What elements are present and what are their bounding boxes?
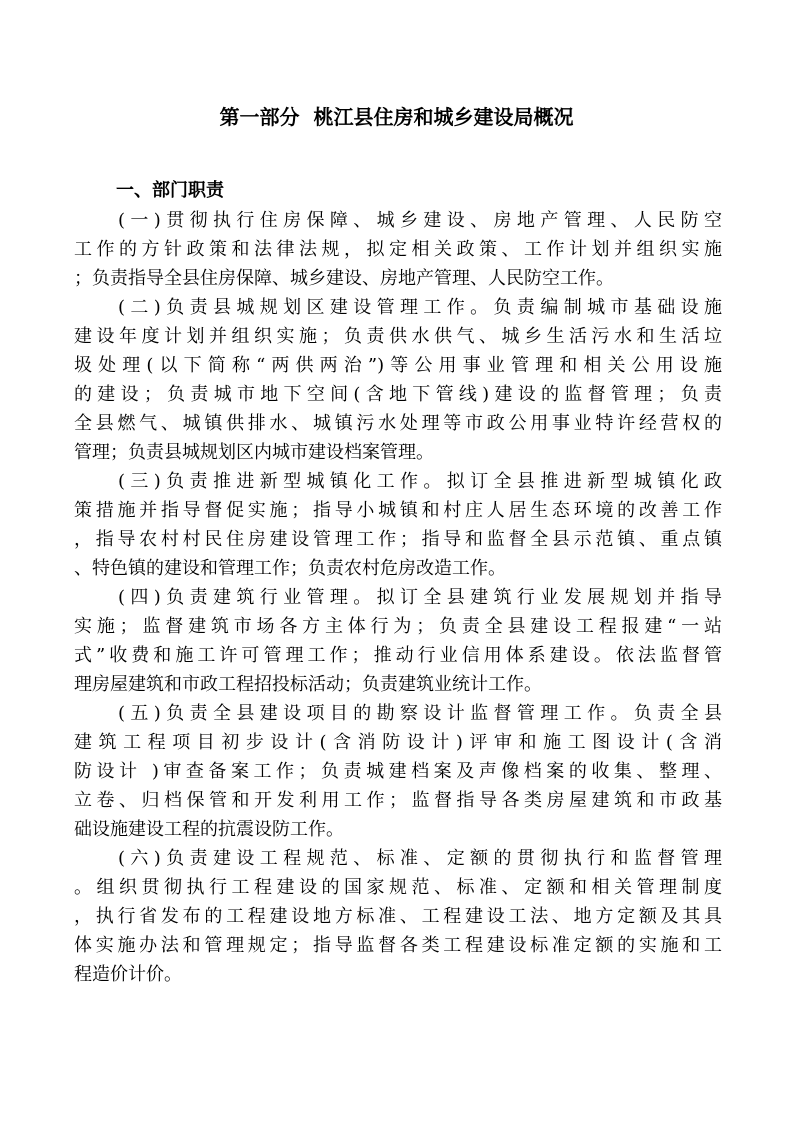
paragraph-line: 建设年度计划并组织实施；负责供水供气、城乡生活污水和生活垃 [74, 326, 722, 347]
paragraph-line: (二)负责县城规划区建设管理工作。负责编制城市基础设施 [118, 297, 722, 318]
paragraph-line: (六)负责建设工程规范、标准、定额的贯彻执行和监督管理 [118, 848, 722, 869]
paragraph-line: (五)负责全县建设项目的勘察设计监督管理工作。负责全县 [118, 703, 722, 724]
paragraph-line: 。组织贯彻执行工程建设的国家规范、标准、定额和相关管理制度 [74, 877, 722, 898]
paragraph-line: 全县燃气、城镇供排水、城镇污水处理等市政公用事业特许经营权的 [74, 413, 722, 434]
paragraph-line: ，执行省发布的工程建设地方标准、工程建设工法、地方定额及其具 [74, 906, 722, 927]
paragraph-line: (四)负责建筑行业管理。拟订全县建筑行业发展规划并指导 [118, 587, 722, 608]
section-heading: 一、部门职责 [116, 180, 224, 201]
paragraph-line: 的建设；负责城市地下空间(含地下管线)建设的监督管理；负责 [74, 384, 722, 405]
paragraph-line: ；负责指导全县住房保障、城乡建设、房地产管理、人民防空工作。 [74, 268, 614, 289]
paragraph-line: 管理；负责县城规划区内城市建设档案管理。 [74, 442, 434, 463]
paragraph-line: 工作的方针政策和法律法规，拟定相关政策、工作计划并组织实施 [74, 239, 722, 260]
body-text [74, 206, 722, 989]
paragraph-line: ，指导农村村民住房建设管理工作；指导和监督全县示范镇、重点镇 [74, 529, 722, 550]
paragraph-line: 立卷、归档保管和开发利用工作；监督指导各类房屋建筑和市政基 [74, 790, 722, 811]
paragraph-line: 实施；监督建筑市场各方主体行为；负责全县建设工程报建“一站 [74, 616, 722, 637]
paragraph-line: (一)贯彻执行住房保障、城乡建设、房地产管理、人民防空 [118, 210, 722, 231]
paragraph-line: 式”收费和施工许可管理工作；推动行业信用体系建设。依法监督管 [74, 645, 722, 666]
page-title: 第一部分 桃江县住房和城乡建设局概况 [219, 105, 574, 129]
paragraph-line: 建筑工程项目初步设计(含消防设计)评审和施工图设计(含消 [74, 732, 722, 753]
paragraph-line: 理房屋建筑和市政工程招投标活动；负责建筑业统计工作。 [74, 674, 542, 695]
paragraph-line: 程造价计价。 [74, 964, 182, 985]
paragraph-line: 础设施建设工程的抗震设防工作。 [74, 819, 344, 840]
paragraph-line: 体实施办法和管理规定；指导监督各类工程建设标准定额的实施和工 [74, 935, 722, 956]
paragraph-line: 防设计 )审查备案工作；负责城建档案及声像档案的收集、整理、 [74, 761, 722, 782]
paragraph-line: 、特色镇的建设和管理工作；负责农村危房改造工作。 [74, 558, 506, 579]
paragraph-line: 策措施并指导督促实施；指导小城镇和村庄人居生态环境的改善工作 [74, 500, 722, 521]
paragraph-line: 圾处理(以下简称“两供两治”)等公用事业管理和相关公用设施 [74, 355, 722, 376]
paragraph-line: (三)负责推进新型城镇化工作。拟订全县推进新型城镇化政 [118, 471, 722, 492]
